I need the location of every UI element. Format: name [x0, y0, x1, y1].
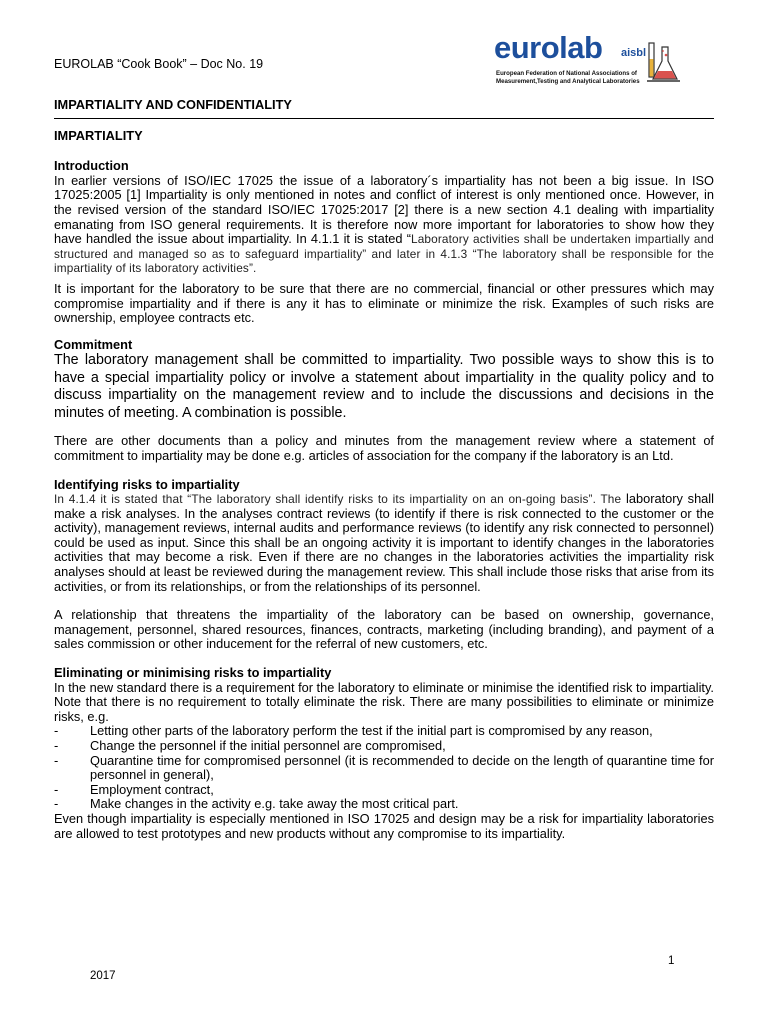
- identifying-heading: Identifying risks to impartiality: [54, 476, 240, 492]
- list-item-text: Employment contract,: [90, 781, 214, 797]
- footer-year: 2017: [90, 970, 116, 982]
- identifying-quote: In 4.1.4 it is stated that “The laboratory shall identify risks to its impartiality on an on-going basis”. The: [54, 492, 622, 507]
- introduction-heading: Introduction: [54, 158, 129, 174]
- document-body: [54, 98, 714, 841]
- section-heading: IMPARTIALITY: [54, 127, 143, 143]
- list-dash: -: [54, 796, 59, 812]
- logo-tagline: [496, 70, 640, 85]
- document-title: IMPARTIALITY AND CONFIDENTIALITY: [54, 97, 292, 112]
- introduction-text: In earlier versions of ISO/IEC 17025 the issue of a laboratory´s impartiality has not been a big issue. In ISO 17025:2005 [1] Impartiality is only mentioned in notes and conflict of interest is only mentioned once. However, in the revised version of the standard ISO/IEC 17025:2017 [2] there is a new section 4.1 dealing with impartiality emanating from ISO general requirements. It is therefore now more important for laboratories to show how they have handled the issue about impartiality. In 4.1.1 it is stated “: [54, 172, 714, 247]
- logo-tagline-line-2: Measurement,Testing and Analytical Laboratories: [496, 77, 640, 85]
- identifying-paragraph-2: A relationship that threatens the impartiality of the laboratory can be based on ownership, governance, management, personnel, shared resources, finances, contracts, marketing (including branding), and payment of a sales commission or other inducement for the referral of new customers, etc.: [54, 607, 714, 652]
- list-item: [54, 724, 714, 739]
- eliminating-paragraph-1: In the new standard there is a requirement for the laboratory to eliminate or minimise the identified risk to impartiality. Note that there is no requirement to totally eliminate the risk. There are many possibilities to eliminate or minimize risks, e.g.: [54, 679, 714, 724]
- eliminating-list: [54, 724, 714, 812]
- eurolab-logo: [494, 30, 694, 91]
- logo-suffix: aisbl: [621, 47, 647, 59]
- list-item-text: Quarantine time for compromised personnel (it is recommended to decide on the length of quarantine time for personnel in general),: [90, 752, 714, 783]
- list-item: [54, 754, 714, 783]
- list-item-text: Letting other parts of the laboratory perform the test if the initial part is compromised by any reason,: [90, 723, 653, 739]
- list-item-text: Change the personnel if the initial personnel are compromised,: [90, 738, 446, 753]
- doc-header-title: EUROLAB “Cook Book” – Doc No. 19: [54, 57, 264, 71]
- eliminating-heading: Eliminating or minimising risks to impartiality: [54, 665, 332, 681]
- list-item: [54, 739, 714, 754]
- introduction-paragraph-2: It is important for the laboratory to be sure that there are no commercial, financial or other pressures which may compromise impartiality and if there is any it has to eliminate or minimize the risk. Examples of such risks are ownership, employee contracts etc.: [54, 280, 714, 326]
- list-item: [54, 797, 714, 812]
- list-item-text: Make changes in the activity e.g. take away the most critical part.: [90, 796, 459, 812]
- list-dash: -: [54, 781, 59, 797]
- introduction-paragraph-1: [54, 174, 714, 276]
- commitment-paragraph-2: There are other documents than a policy and minutes from the management review where a statement of commitment to impartiality may be done e.g. articles of association for the company if the laboratory is an Ltd.: [54, 433, 714, 463]
- commitment-paragraph-1: The laboratory management shall be committed to impartiality. Two possible ways to show this is to have a special impartiality policy or involve a statement about impartiality in the quality policy and to discuss impartiality on the management review and to include the discussions and decisions in the minutes of meeting. A combination is possible.: [54, 352, 714, 421]
- identifying-paragraph-1: [54, 492, 714, 594]
- logo-wordmark: eurolab: [494, 30, 603, 65]
- page-number: 1: [668, 955, 675, 967]
- commitment-heading: Commitment: [54, 336, 133, 352]
- lab-flask-icon: [646, 39, 682, 87]
- list-dash: -: [54, 738, 59, 753]
- list-dash: -: [54, 723, 59, 739]
- eliminating-paragraph-2: Even though impartiality is especially mentioned in ISO 17025 and design may be a risk for impartiality laboratories are allowed to test prototypes and new products without any compromise to its impartiality.: [54, 810, 714, 841]
- list-dash: -: [54, 752, 59, 768]
- logo-tagline-line-1: European Federation of National Associations of: [496, 70, 637, 77]
- list-item: [54, 783, 714, 798]
- introduction-quote: Laboratory activities shall be undertaken impartially and structured and managed so as to safeguard impartiality” and later in 4.1.3 “The laboratory shall be responsible for the impartiality of its laboratory activities”.: [54, 232, 714, 276]
- identifying-text: laboratory shall make a risk analyses. In the analyses contract reviews (to identify if there is risk connected to the customer or the activity), management reviews, internal audits and performance reviews (to identify any risk connected to personnel) could be used as input. Since this shall be an ongoing activity it is important to identify changes in the laboratories activities that may become a risk. Even if there are no changes in the laboratories activities the impartiality risk analyses should at least be reviewed during the management review. This shall include those risks that arise from its activities, or from its relationships, or from the relationships of its personnel.: [54, 491, 714, 594]
